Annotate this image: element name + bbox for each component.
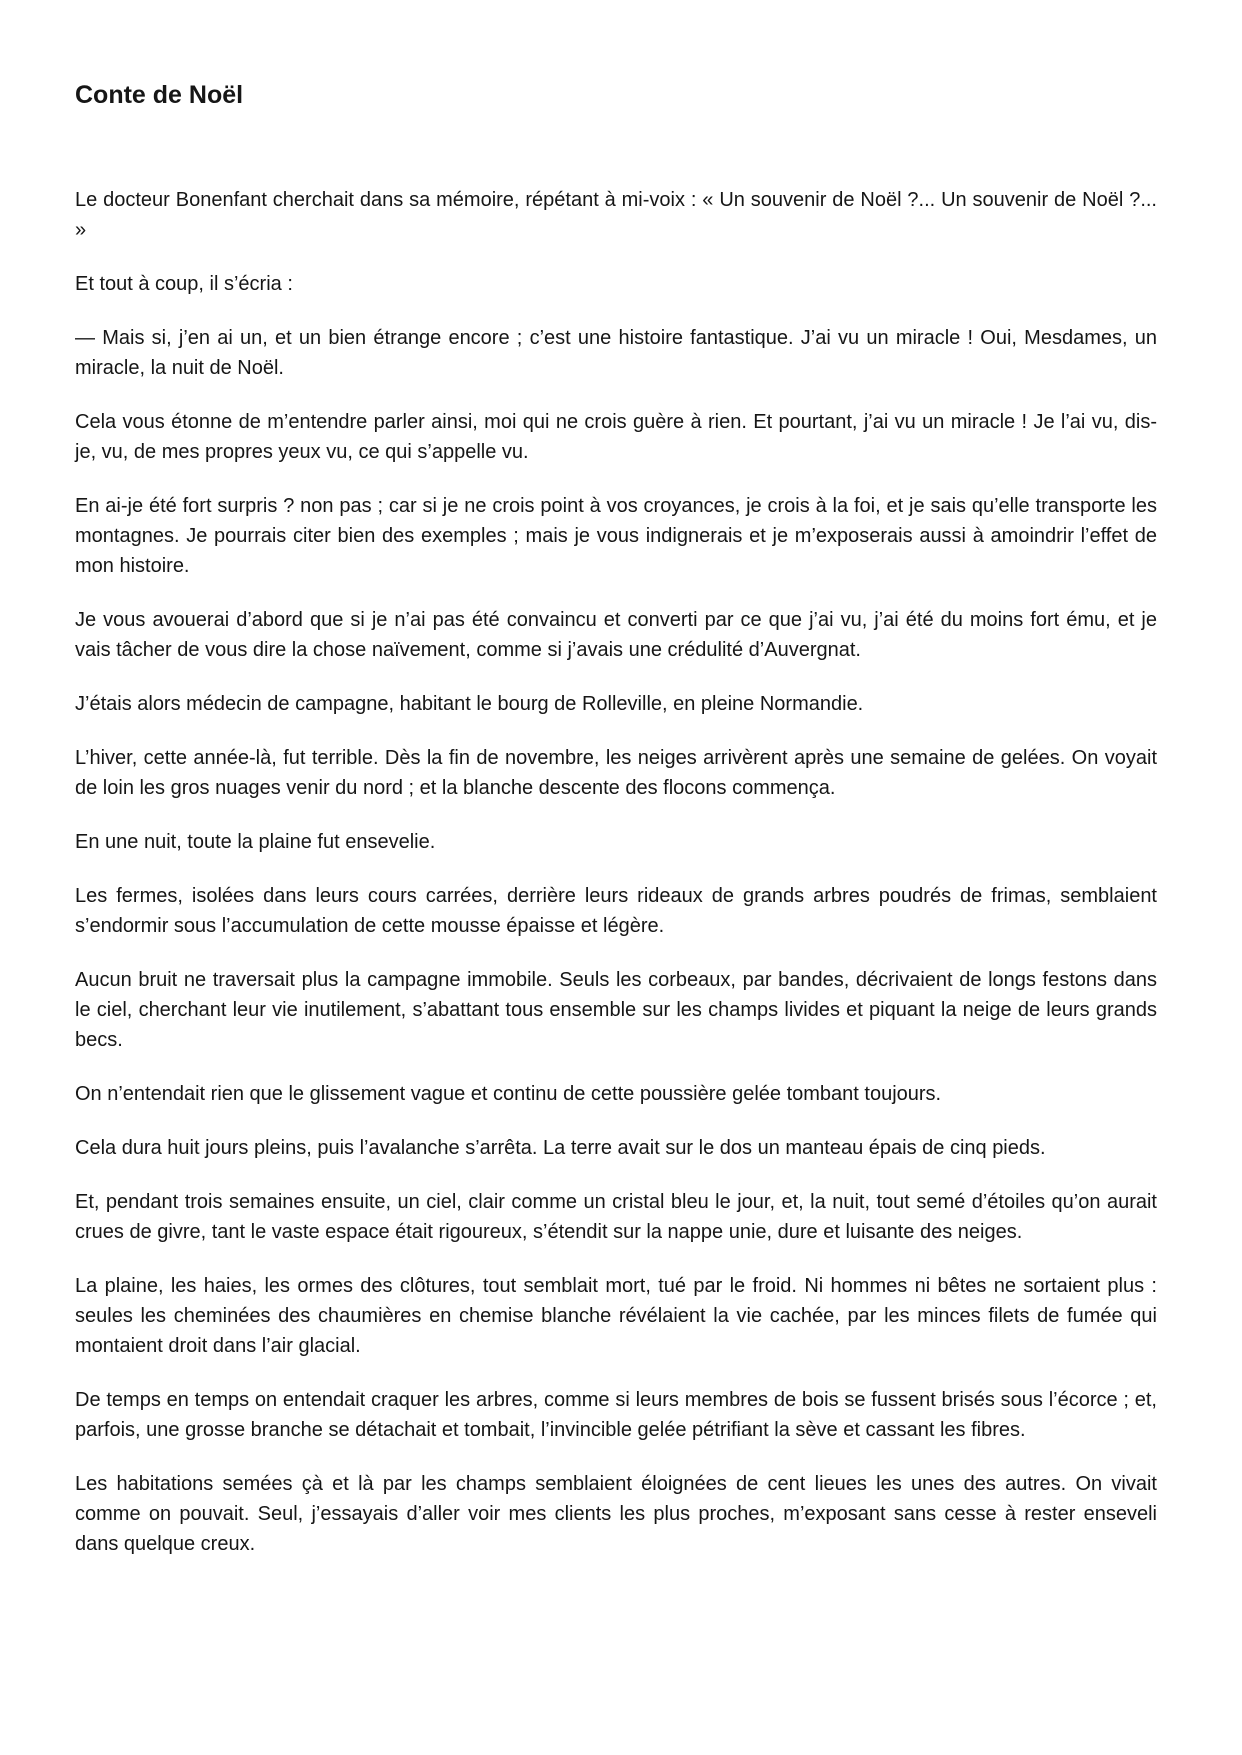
paragraph: En une nuit, toute la plaine fut ensevelie. bbox=[75, 831, 436, 853]
paragraph: Et, pendant trois semaines ensuite, un ciel, clair comme un cristal bleu le jour, et, la nuit, tout semé d’étoiles qu’on aurait crues de givre, tant le vaste espace était rigoureux, s’étendit sur la nappe unie, dure et luisante des neiges. bbox=[75, 1191, 1157, 1243]
document-title: Conte de Noël bbox=[75, 81, 244, 109]
paragraph: Je vous avouerai d’abord que si je n’ai pas été convaincu et converti par ce que j’ai vu, j’ai été du moins fort ému, et je vais tâcher de vous dire la chose naïvement, comme si j’avais une crédulité d’Auvergnat. bbox=[75, 609, 1157, 661]
paragraph: J’étais alors médecin de campagne, habitant le bourg de Rolleville, en pleine Normandie. bbox=[75, 693, 864, 715]
paragraph: On n’entendait rien que le glissement vague et continu de cette poussière gelée tombant toujours. bbox=[75, 1083, 942, 1105]
paragraph: Le docteur Bonenfant cherchait dans sa mémoire, répétant à mi-voix : « Un souvenir de Noël ?... Un souvenir de Noël ?... » bbox=[75, 189, 1157, 241]
paragraph: De temps en temps on entendait craquer les arbres, comme si leurs membres de bois se fussent brisés sous l’écorce ; et, parfois, une grosse branche se détachait et tombait, l’invincible gelée pétrifiant la sève et cassant les fibres. bbox=[75, 1389, 1157, 1441]
paragraph: La plaine, les haies, les ormes des clôtures, tout semblait mort, tué par le froid. Ni hommes ni bêtes ne sortaient plus : seules les cheminées des chaumières en chemise blanche révélaient la vie cachée, par les minces filets de fumée qui montaient droit dans l’air glacial. bbox=[75, 1275, 1157, 1357]
paragraph: — Mais si, j’en ai un, et un bien étrange encore ; c’est une histoire fantastique. J’ai vu un miracle ! Oui, Mesdames, un miracle, la nuit de Noël. bbox=[75, 327, 1157, 379]
paragraph: Et tout à coup, il s’écria : bbox=[75, 273, 293, 295]
paragraph: Les habitations semées çà et là par les champs semblaient éloignées de cent lieues les unes des autres. On vivait comme on pouvait. Seul, j’essayais d’aller voir mes clients les plus proches, m’exposant sans cesse à rester enseveli dans quelque creux. bbox=[75, 1473, 1157, 1555]
paragraph: Cela vous étonne de m’entendre parler ainsi, moi qui ne crois guère à rien. Et pourtant, j’ai vu un miracle ! Je l’ai vu, dis-je, vu, de mes propres yeux vu, ce qui s’appelle vu. bbox=[75, 411, 1157, 463]
document-body bbox=[75, 185, 1157, 1559]
paragraph: L’hiver, cette année-là, fut terrible. Dès la fin de novembre, les neiges arrivèrent après une semaine de gelées. On voyait de loin les gros nuages venir du nord ; et la blanche descente des flocons commença. bbox=[75, 747, 1157, 799]
paragraph: Aucun bruit ne traversait plus la campagne immobile. Seuls les corbeaux, par bandes, décrivaient de longs festons dans le ciel, cherchant leur vie inutilement, s’abattant tous ensemble sur les champs livides et piquant la neige de leurs grands becs. bbox=[75, 969, 1157, 1051]
paragraph: Les fermes, isolées dans leurs cours carrées, derrière leurs rideaux de grands arbres poudrés de frimas, semblaient s’endormir sous l’accumulation de cette mousse épaisse et légère. bbox=[75, 885, 1157, 937]
paragraph: Cela dura huit jours pleins, puis l’avalanche s’arrêta. La terre avait sur le dos un manteau épais de cinq pieds. bbox=[75, 1137, 1046, 1159]
paragraph: En ai-je été fort surpris ? non pas ; car si je ne crois point à vos croyances, je crois à la foi, et je sais qu’elle transporte les montagnes. Je pourrais citer bien des exemples ; mais je vous indignerais et je m’exposerais aussi à amoindrir l’effet de mon histoire. bbox=[75, 495, 1157, 577]
